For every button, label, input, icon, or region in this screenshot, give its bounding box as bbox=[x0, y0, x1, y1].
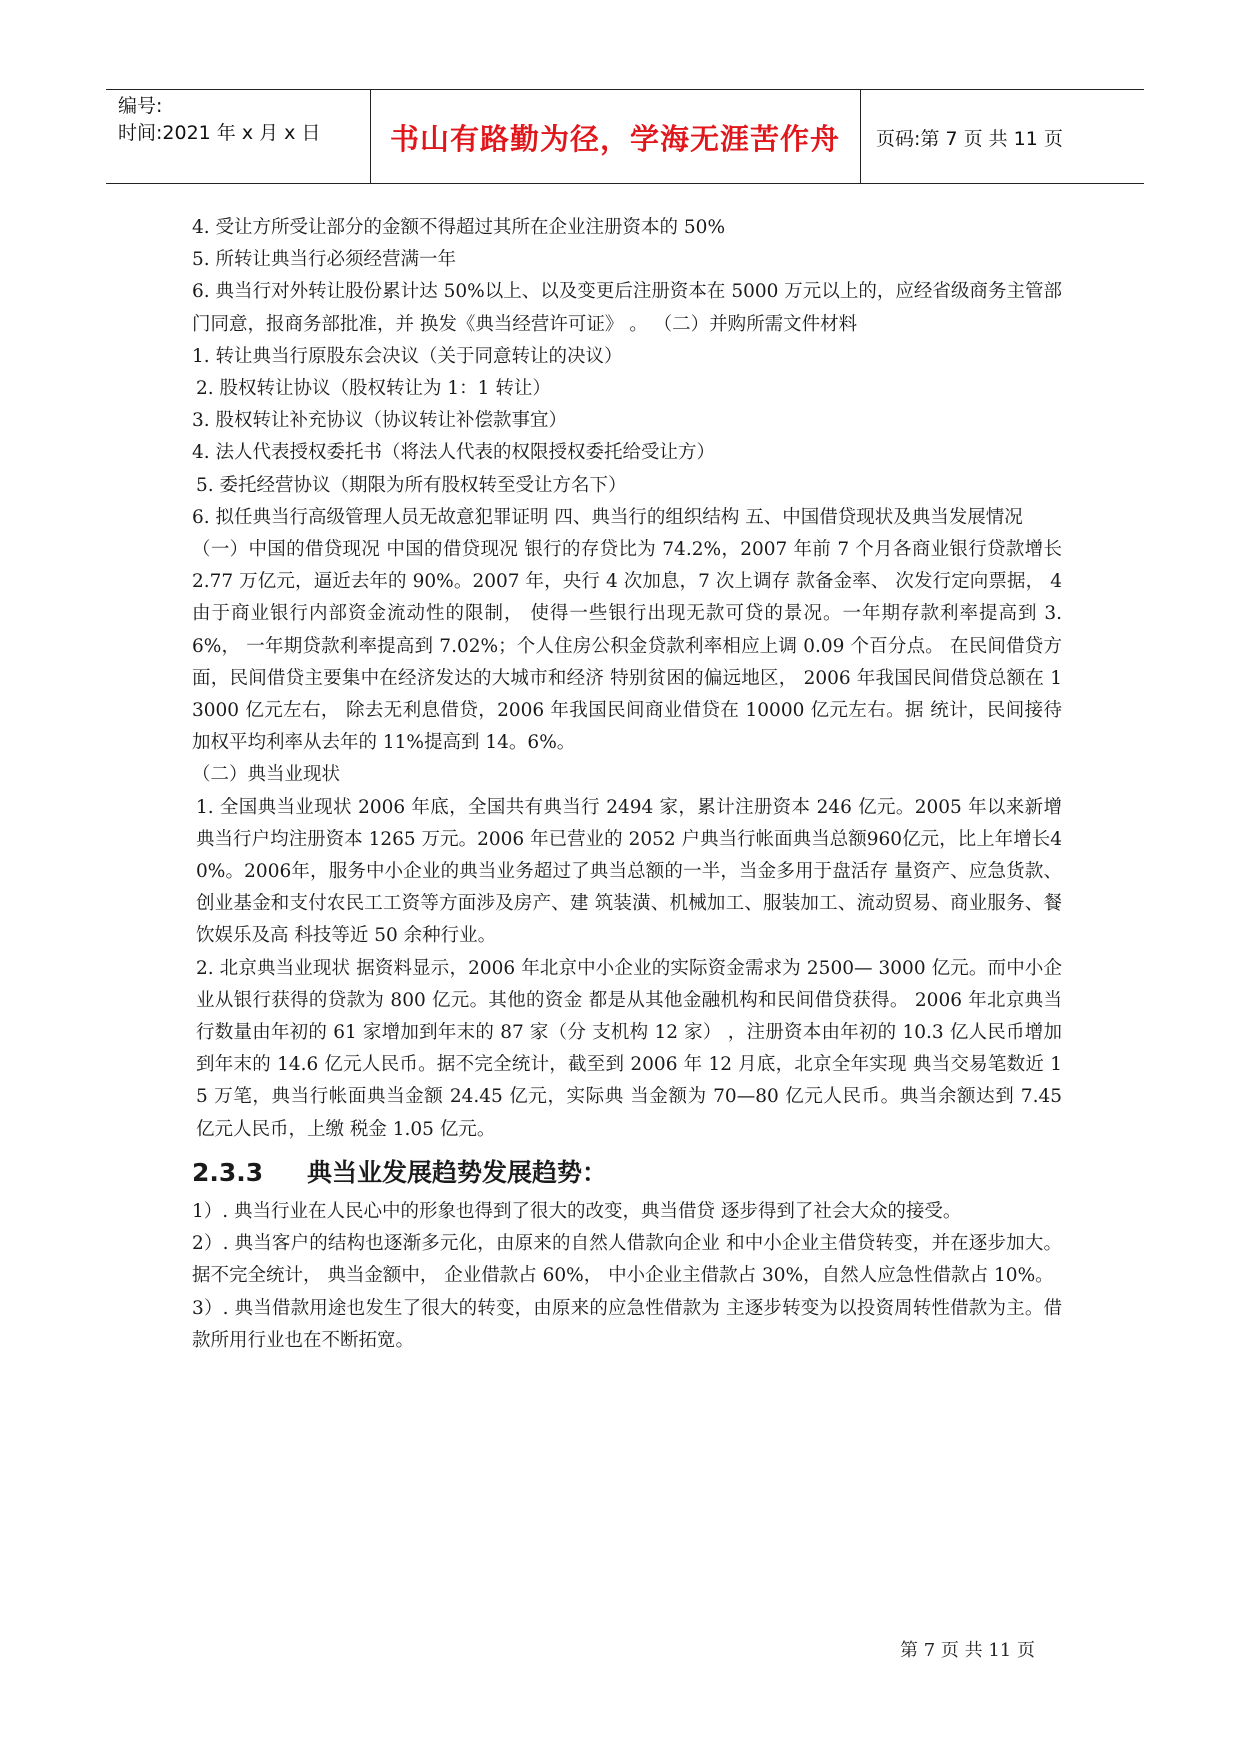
header-motto: 书山有路勤为径，学海无涯苦作舟 bbox=[389, 122, 840, 156]
paragraph: 3. 股权转让补充协议（协议转让补偿款事宜） bbox=[192, 410, 568, 432]
paragraph: 5. 所转让典当行必须经营满一年 bbox=[192, 249, 457, 271]
paragraph: 4. 受让方所受让部分的金额不得超过其所在企业注册资本的 50% bbox=[192, 217, 726, 238]
paragraph: 2. 股权转让协议（股权转让为 1：1 转让） bbox=[196, 378, 551, 400]
header-divider-right bbox=[860, 89, 861, 183]
paragraph: 5. 委托经营协议（期限为所有股权转至受让方名下） bbox=[196, 474, 627, 496]
paragraph: 1. 全国典当业现状 2006 年底，全国共有典当行 2494 家，累计注册资本 246 亿元。2005 年以来新增典当行户均注册资本 1265 万元。2006 年已营业的 2052 户典当行帐面典当总额960亿元，比上年增长40%。2006年，服务中小企业的典当业务超过了典当总额的一半，当金多用于盘活存 量资产、应急货款、创业基金和支付农民工工资等方面涉及房产、建 筑装潢、机械加工、服装加工、流动贸易、商业服务、餐饮娱乐及高 科技等近 50 余种行业。 bbox=[196, 796, 1062, 947]
header-meta bbox=[118, 93, 320, 147]
document-body bbox=[192, 212, 1062, 1357]
header-top-rule bbox=[106, 89, 1144, 90]
paragraph: 4. 法人代表授权委托书（将法人代表的权限授权委托给受让方） bbox=[192, 442, 716, 464]
footer-page-number: 第 7 页 共 11 页 bbox=[900, 1640, 1035, 1661]
paragraph: （一）中国的借贷现况 中国的借贷现况 银行的存贷比为 74.2%，2007 年前 7 个月各商业银行贷款增长 2.77 万亿元，逼近去年的 90%。2007 年，央行 4 次加息，7 次上调存 款备金率、 次发行定向票据， 4 由于商业银行内部资金流动性的限制， 使得一些银行出现无款可贷的景况。一年期存款利率提高到 3.6%， 一年期贷款利率提高到 7.02%；个人住房公积金贷款利率相应上调 0.09 个百分点。 在民间借贷方面，民间借贷主要集中在经济发达的大城市和经济 特别贫困的偏远地区， 2006 年我国民间借贷总额在 13000 亿元左右， 除去无利息借贷，2006 年我国民间商业借贷在 10000 亿元左右。据 统计，民间接待加权平均利率从去年的 11%提高到 14。6%。 bbox=[192, 539, 1062, 754]
trend-paragraph: 2）. 典当客户的结构也逐渐多元化，由原来的自然人借款向企业 和中小企业主借贷转变，并在逐步加大。 据不完全统计， 典当金额中， 企业借款占 60%， 中小企业主借款占 30%，自然人应急性借款占 10%。 bbox=[192, 1233, 1062, 1287]
header-page-label: 页码:第 7 页 共 11 页 bbox=[876, 128, 1063, 150]
trend-paragraph: 3）. 典当借款用途也发生了很大的转变，由原来的应急性借款为 主逐步转变为以投资周转性借款为主。借款所用行业也在不断拓宽。 bbox=[192, 1297, 1062, 1351]
section-heading bbox=[192, 1154, 1062, 1192]
paragraph: 6. 典当行对外转让股份累计达 50%以上、以及变更后注册资本在 5000 万元以上的，应经省级商务主管部门同意，报商务部批准，并 换发《典当经营许可证》 。 （二）并购所需文件材料 bbox=[192, 281, 1062, 335]
doc-time-label: 时间:2021 年 x 月 x 日 bbox=[118, 122, 321, 144]
section-heading-number: 2.3.3 bbox=[192, 1157, 264, 1187]
paragraph: 1. 转让典当行原股东会决议（关于同意转让的决议） bbox=[192, 345, 623, 367]
paragraph: （二）典当业现状 bbox=[192, 764, 341, 786]
paragraph: 2. 北京典当业现状 据资料显示，2006 年北京中小企业的实际资金需求为 2500— 3000 亿元。而中小企业从银行获得的贷款为 800 亿元。其他的资金 都是从其他金融机构和民间借贷获得。 2006 年北京典当行数量由年初的 61 家增加到年末的 87 家（分 支机构 12 家） ，注册资本由年初的 10.3 亿人民币增加到年末的 14.6 亿元人民币。据不完全统计，截至到 2006 年 12 月底，北京全年实现 典当交易笔数近 15 万笔，典当行帐面典当金额 24.45 亿元，实际典 当金额为 70—80 亿元人民币。典当余额达到 7.45 亿元人民币，上缴 税金 1.05 亿元。 bbox=[196, 957, 1062, 1140]
trend-paragraph: 1）. 典当行业在人民心中的形象也得到了很大的改变，典当借贷 逐步得到了社会大众的接受。 bbox=[192, 1200, 962, 1222]
doc-number-label: 编号: bbox=[118, 95, 163, 117]
header-bottom-rule bbox=[106, 183, 1144, 184]
paragraph: 6. 拟任典当行高级管理人员无故意犯罪证明 四、典当行的组织结构 五、中国借贷现状及典当发展情况 bbox=[192, 506, 1023, 528]
section-heading-text: 典当业发展趋势发展趋势： bbox=[307, 1157, 608, 1187]
